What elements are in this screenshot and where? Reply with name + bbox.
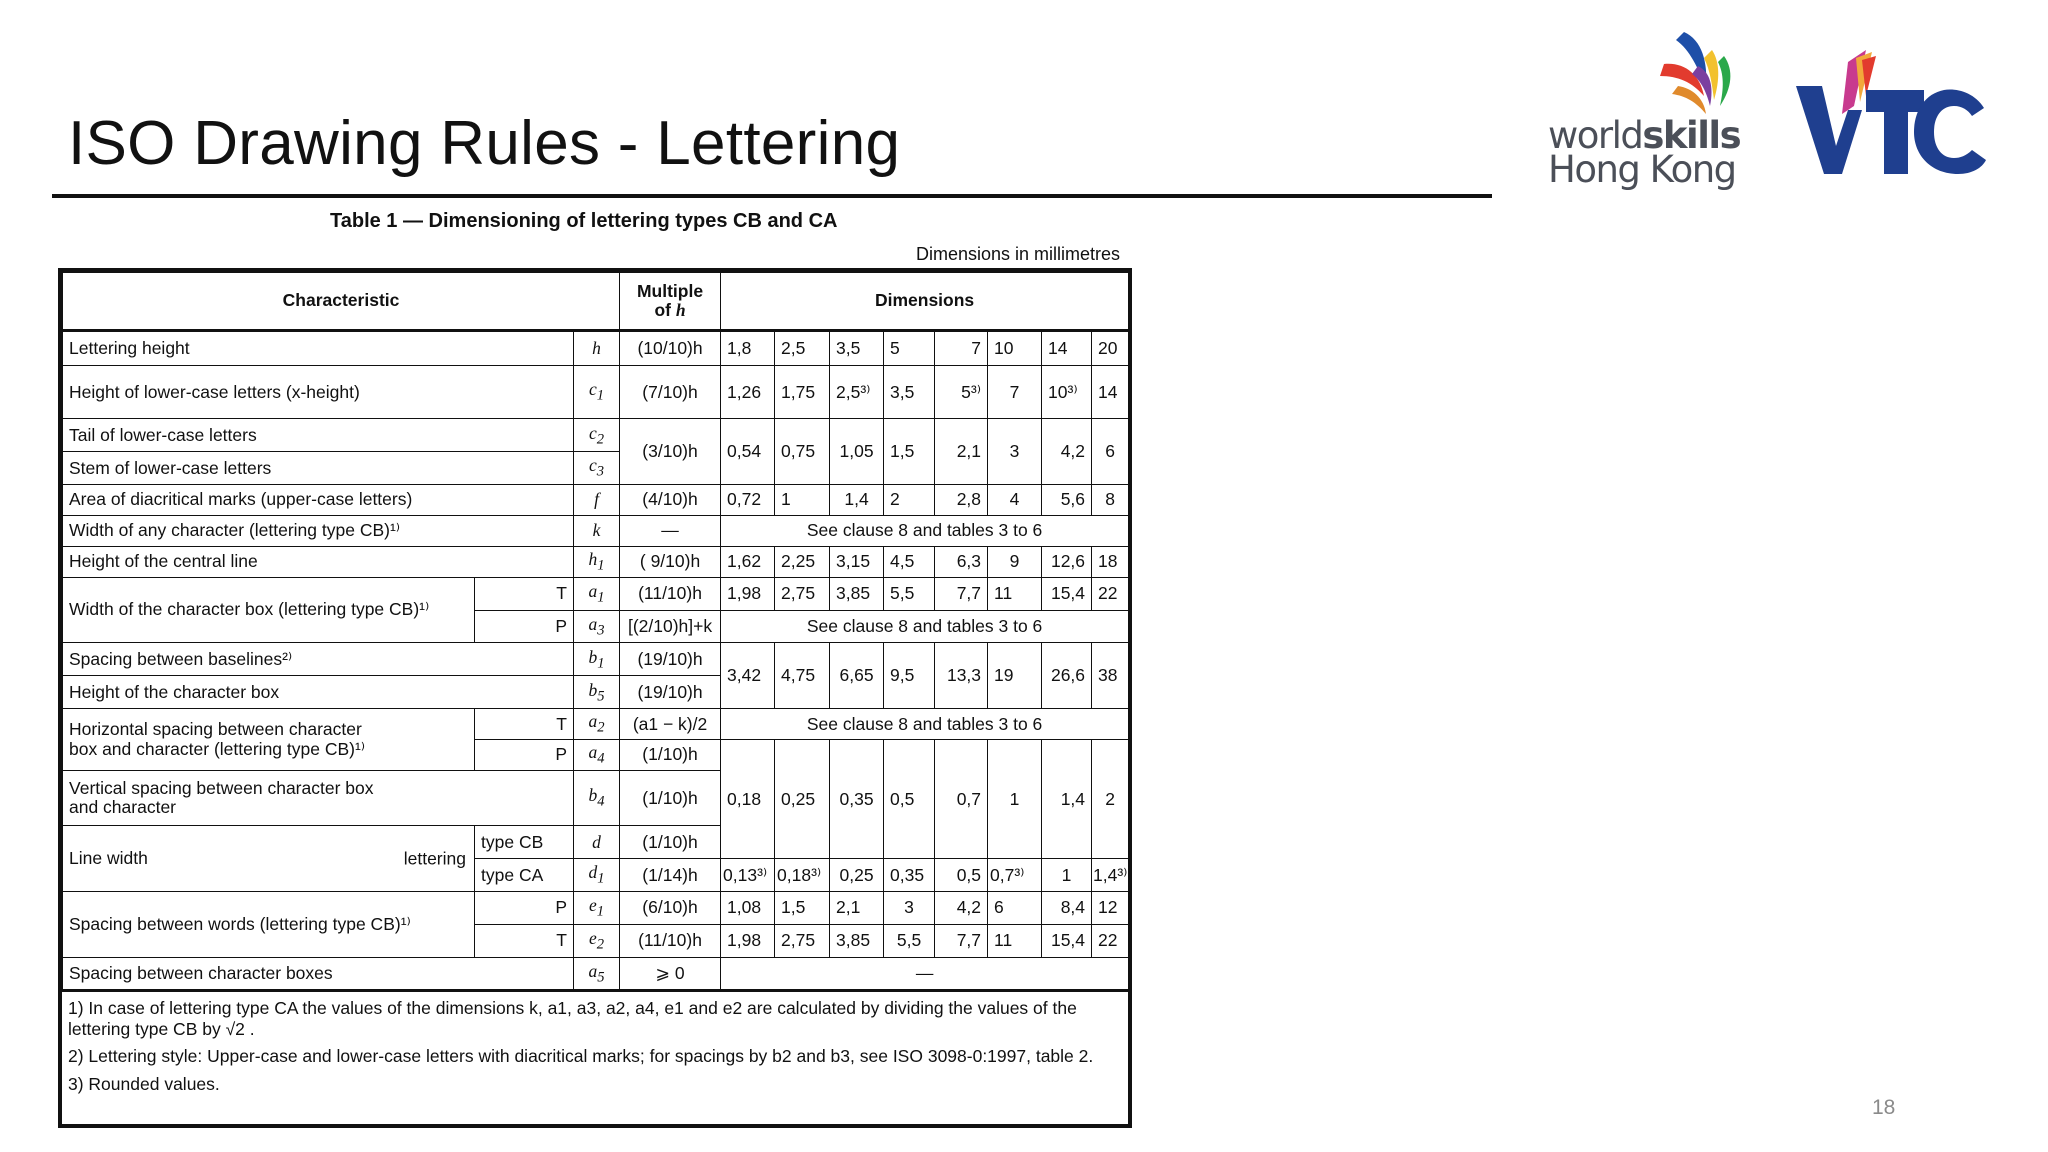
table-row: type CA $d_1$ (1/14)h 0,13³⁾ 0,18³⁾ 0,25 0,35 0,5 0,7³⁾ 1 1,4³⁾ xyxy=(63,859,1129,892)
vtc-wordmark-icon xyxy=(1796,50,1986,174)
table-units-note: Dimensions in millimetres xyxy=(916,244,1121,264)
table-row: Spacing between character boxes $a_5$ ⩾ 0 — xyxy=(63,957,1129,990)
header-characteristic: Characteristic xyxy=(63,273,620,331)
vtc-logo xyxy=(1796,50,1986,174)
worldskills-wordmark: worldskills xyxy=(1548,114,1741,157)
header-multiple: Multiple of h xyxy=(620,273,721,331)
table-row: Spacing between baselines²⁾ $b_1$ (19/10)h 3,42 4,75 6,65 9,5 13,3 19 26,6 38 xyxy=(63,643,1129,676)
table-row: Stem of lower-case letters $c_3$ xyxy=(63,452,1129,485)
table-footnotes xyxy=(62,992,1128,1108)
table-caption: Table 1 — Dimensioning of lettering types CB and CA xyxy=(330,210,838,232)
table-row: P $a_3$ [(2/10)h]+k See clause 8 and tables 3 to 6 xyxy=(63,610,1129,643)
slide-title: ISO Drawing Rules - Lettering xyxy=(68,109,901,178)
table-row: T $e_2$ (11/10)h 1,98 2,75 3,85 5,5 7,7 11 15,4 22 xyxy=(63,925,1129,958)
footnote-3: 3) Rounded values. xyxy=(68,1073,220,1094)
table-row: Spacing between words (lettering type CB)¹⁾ P $e_1$ (6/10)h 1,08 1,5 2,1 3 4,2 6 8,4 12 xyxy=(63,892,1129,925)
table-row: Width of any character (lettering type CB)¹⁾ k — See clause 8 and tables 3 to 6 xyxy=(63,516,1129,547)
table-row: Width of the character box (lettering type CB)¹⁾ T $a_1$ (11/10)h 1,98 2,75 3,85 5,5 7,7 11 15,4 22 xyxy=(63,577,1129,610)
footnote-1: 1) In case of lettering type CA the values of the dimensions k, a1, a3, a2, a4, e1 and e2 are calculated by dividing the values of the lettering type CB by √2 . xyxy=(68,998,1077,1039)
table-row: Lettering height h (10/10)h 1,8 2,5 3,5 5 7 10 14 20 xyxy=(63,331,1129,366)
iso-table xyxy=(62,272,1129,992)
page-number: 18 xyxy=(1872,1096,1896,1119)
table-row: Vertical spacing between character box and character $b_4$ (1/10)h xyxy=(63,770,1129,826)
footnote-2: 2) Lettering style: Upper-case and lower-case letters with diacritical marks; for spacings by b2 and b3, see ISO 3098-0:1997, table 2. xyxy=(68,1046,1094,1067)
title-underline xyxy=(52,194,1492,198)
table-row: Line width lettering type CB d (1/10)h xyxy=(63,826,1129,859)
worldskills-swoosh-icon xyxy=(1654,26,1744,122)
table-row: P $a_4$ (1/10)h 0,18 0,25 0,35 0,5 0,7 1 1,4 2 xyxy=(63,740,1129,771)
worldskills-hong-kong-logo xyxy=(1548,26,1748,196)
header-dimensions: Dimensions xyxy=(721,273,1129,331)
table-row: Height of lower-case letters (x-height) $c_1$ (7/10)h 1,26 1,75 2,5³⁾ 3,5 5³⁾ 7 10³⁾ 14 xyxy=(63,365,1129,418)
table-row: Height of the character box $b_5$ (19/10)h xyxy=(63,676,1129,709)
table-row: Tail of lower-case letters $c_2$ (3/10)h 0,54 0,75 1,05 1,5 2,1 3 4,2 6 xyxy=(63,419,1129,452)
table-row: Height of the central line $h_1$ ( 9/10)h 1,62 2,25 3,15 4,5 6,3 9 12,6 18 xyxy=(63,546,1129,577)
lettering-dimensions-table xyxy=(58,268,1132,1128)
worldskills-hong-kong-text: Hong Kong xyxy=(1548,148,1736,191)
table-row: Horizontal spacing between character box and character (lettering type CB)¹⁾ T $a_2$ (a1 − k)/2 See clause 8 and tables 3 to 6 xyxy=(63,709,1129,740)
table-row: Area of diacritical marks (upper-case letters) f (4/10)h 0,72 1 1,4 2 2,8 4 5,6 8 xyxy=(63,485,1129,516)
